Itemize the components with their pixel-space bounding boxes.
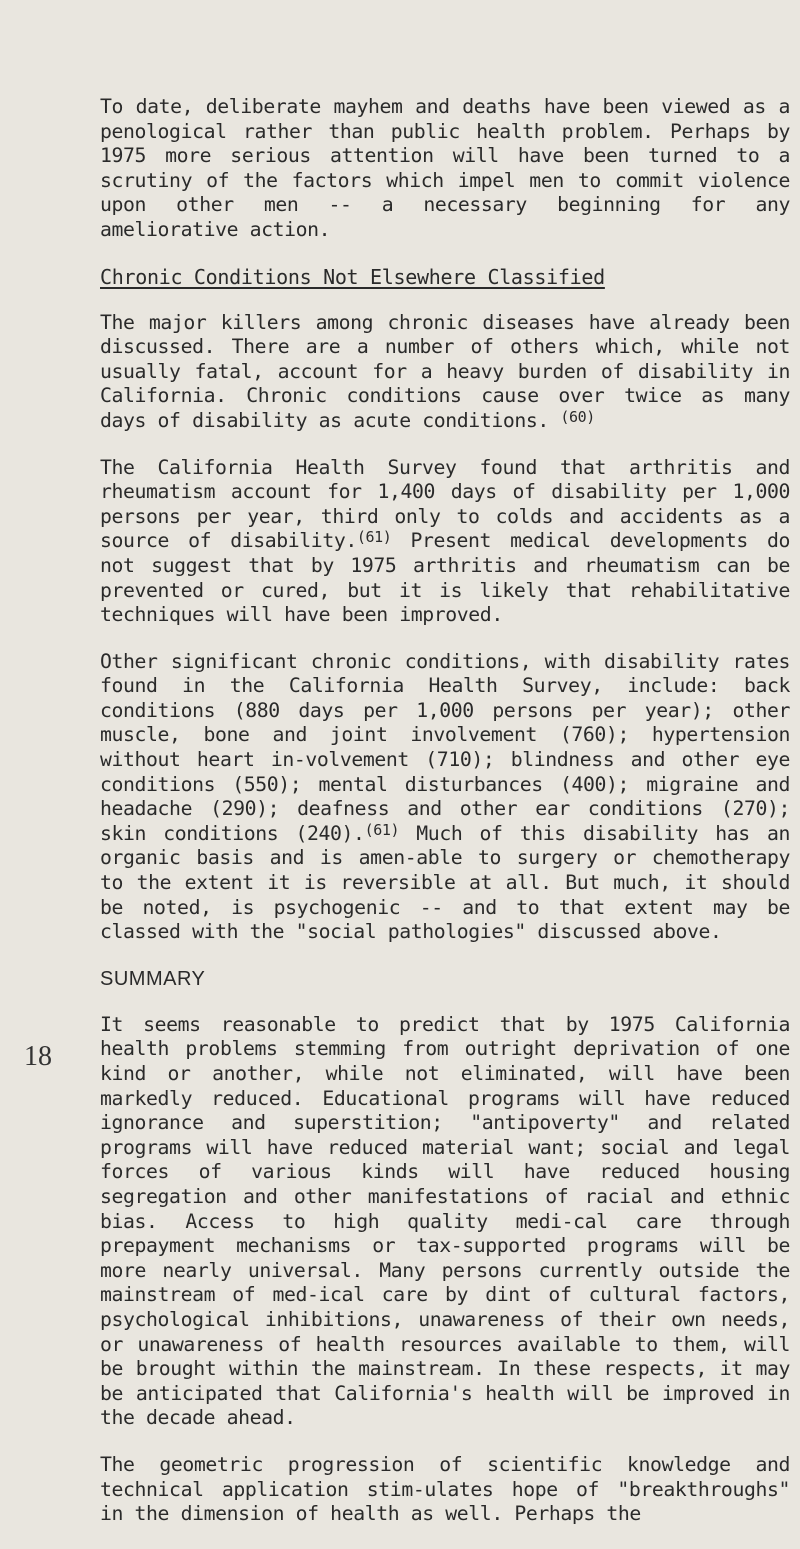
document-body — [100, 95, 790, 1549]
paragraph-penological: To date, deliberate mayhem and deaths have been viewed as a penological rather than public health problem. Perhaps by 1975 more serious attention will have been turned to a scrutiny of the factors which impel men to commit violence upon other men -- a necessary beginning for any ameliorative action. — [100, 95, 790, 241]
reference-60: (60) — [560, 407, 595, 426]
paragraph-text-before-ref: The California Health Survey found that arthritis and rheumatism account for 1,400 days of disability per 1,000 persons per year, third only to colds and accidents as a source of disability. — [100, 455, 790, 553]
paragraph-summary-prediction: It seems reasonable to predict that by 1975 California health problems stemming from outright deprivation of one kind or another, while not eliminated, will have been markedly reduced. Educational programs will have reduced ignorance and superstition; "antipoverty" and related programs will have reduced material want; social and legal forces of various kinds will have reduced housing segregation and other manifestations of racial and ethnic bias. Access to high quality medi-cal care through prepayment mechanisms or tax-supported programs will be more nearly universal. Many persons currently outside the mainstream of med-ical care by dint of cultural factors, psychological inhibitions, unawareness of their own needs, or unawareness of health resources available to them, will be brought within the mainstream. In these respects, it may be anticipated that California's health will be improved in the decade ahead. — [100, 1012, 790, 1430]
paragraph-health-survey-arthritis — [100, 456, 790, 628]
section-heading-chronic-conditions: Chronic Conditions Not Elsewhere Classified — [100, 264, 605, 289]
paragraph-geometric-progression: The geometric progression of scientific knowledge and technical application stim-ulates hope of "breakthroughs" in the dimension of health as well. Perhaps the — [100, 1452, 790, 1526]
reference-61: (61) — [356, 528, 392, 547]
paragraph-text-after-ref: Much of this disability has an organic basis and is amen-able to surgery or chemotherapy to the extent it is reversible at all. But much, it should be noted, is psychogenic -- and to that extent may be classed with the "social pathologies" discussed above. — [100, 821, 790, 944]
page-number: 18 — [24, 1041, 52, 1072]
paragraph-major-killers — [100, 311, 790, 434]
paragraph-text-before-ref: Other significant chronic conditions, with disability rates found in the California Health Survey, include: back conditions (880 days per 1,000 persons per year); other muscle, bone and joint involvement (760); hypertension without heart in-volvement (710); blindness and other eye conditions (550); mental disturbances (400); migraine and headache (290); deafness and other ear conditions (270); skin conditions (240). — [100, 649, 790, 845]
paragraph-other-chronic-conditions — [100, 650, 790, 945]
paragraph-text: The major killers among chronic diseases have already been discussed. There are a number of others which, while not usually fatal, account for a heavy burden of disability in California. Chronic conditions cause over twice as many days of disability as acute conditions. — [100, 310, 790, 432]
reference-61-second: (61) — [364, 820, 400, 839]
section-heading-summary: SUMMARY — [100, 967, 206, 990]
paragraph-text-after-ref: Present medical developments do not suggest that by 1975 arthritis and rheumatism can be prevented or cured, but it is likely that rehabilitative techniques will have been improved. — [100, 529, 790, 627]
